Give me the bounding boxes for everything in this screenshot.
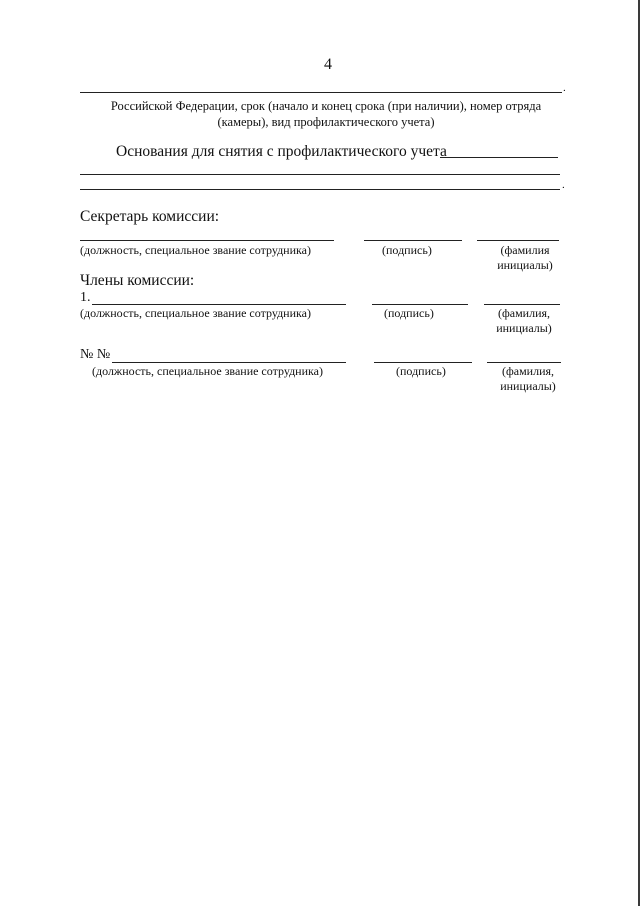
member-name-caption: (фамилия, инициалы) xyxy=(500,364,556,393)
top-underline xyxy=(80,92,562,93)
grounds-line-2 xyxy=(80,189,560,190)
grounds-line-1 xyxy=(80,174,560,175)
secretary-name-caption: (фамилия инициалы) xyxy=(497,243,553,272)
top-end-dot: . xyxy=(563,82,566,94)
member-role-line xyxy=(112,362,346,363)
member-role-caption: (должность, специальное звание сотрудника) xyxy=(80,306,311,320)
grounds-end-dot: . xyxy=(562,179,565,191)
secretary-role-line xyxy=(80,240,334,241)
member-name-line xyxy=(484,304,560,305)
secretary-signature-caption: (подпись) xyxy=(382,243,432,257)
page-number: 4 xyxy=(324,56,332,73)
secretary-signature-line xyxy=(364,240,462,241)
member-role-caption: (должность, специальное звание сотрудника) xyxy=(92,364,323,378)
secretary-heading: Секретарь комиссии: xyxy=(80,208,220,225)
members-heading: Члены комиссии: xyxy=(80,272,195,289)
member-signature-caption: (подпись) xyxy=(396,364,446,378)
member-number: № № xyxy=(80,347,111,362)
secretary-name-line xyxy=(477,240,559,241)
member-name-caption: (фамилия, инициалы) xyxy=(496,306,552,335)
member-role-line xyxy=(92,304,346,305)
member-signature-caption: (подпись) xyxy=(384,306,434,320)
member-signature-line xyxy=(372,304,468,305)
grounds-fill-line xyxy=(440,157,558,158)
secretary-role-caption: (должность, специальное звание сотрудника) xyxy=(80,243,311,257)
grounds-label: Основания для снятия с профилактического учета xyxy=(116,143,447,160)
member-number: 1. xyxy=(80,290,91,305)
member-signature-line xyxy=(374,362,472,363)
member-name-line xyxy=(487,362,561,363)
continuation-text: Российской Федерации, срок (начало и конец срока (при наличии), номер отряда (камеры), вид профилактического учета) xyxy=(110,99,542,129)
